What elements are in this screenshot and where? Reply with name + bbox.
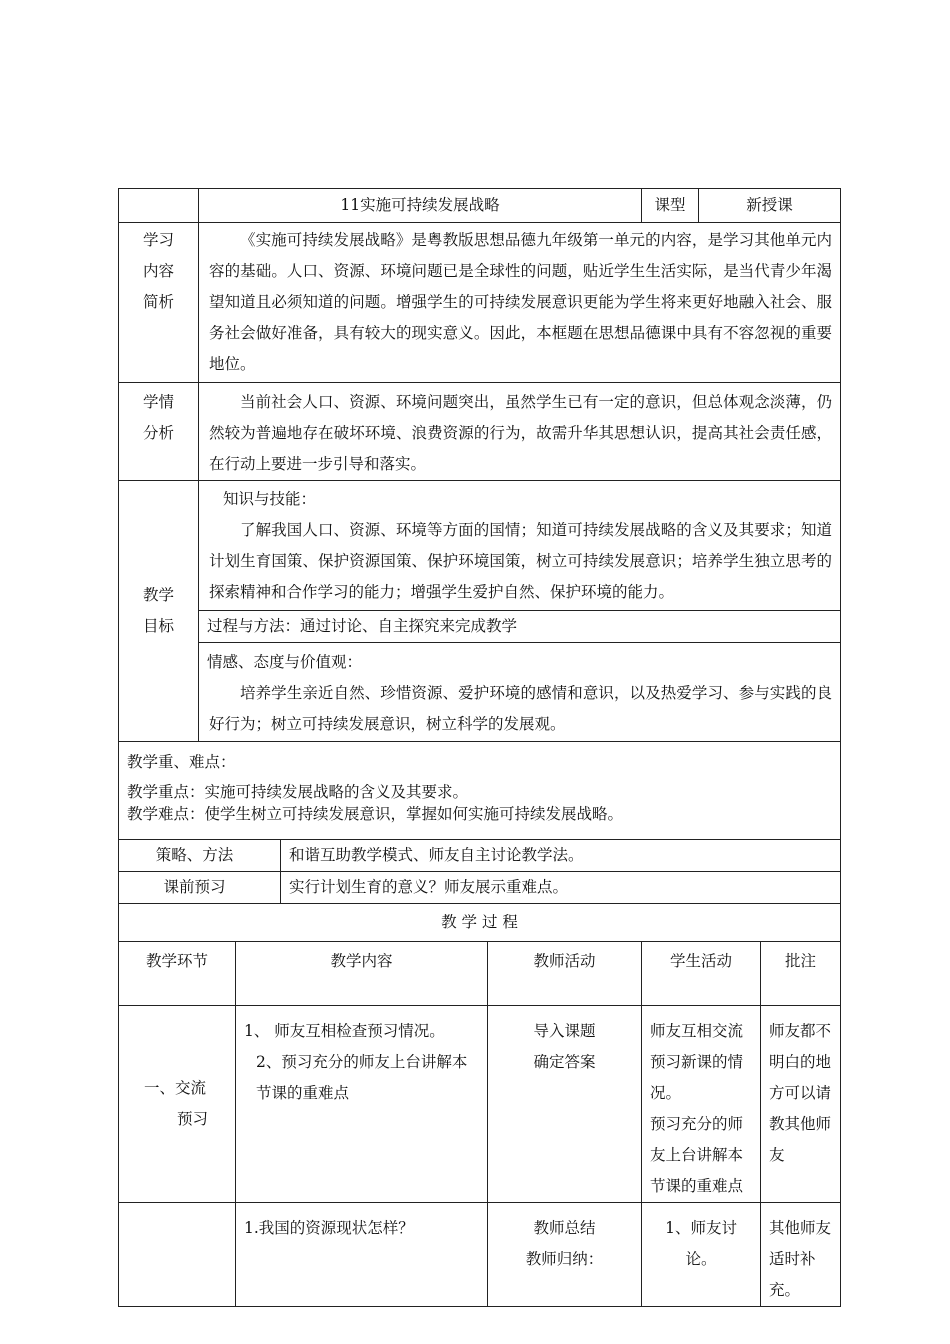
content-cell [236,1203,488,1307]
label-line: 内容 [142,262,174,280]
content-line: 1、 师友互相检查预习情况。 [244,1022,445,1040]
goals-label [119,481,199,742]
keypoints-row [119,742,841,840]
student-line: 师友互相交流预习新课的情况。 [650,1022,744,1102]
keypoints-title: 教学重、难点： [127,753,236,771]
analysis-text: 《实施可持续发展战略》是粤教版思想品德九年级第一单元的内容，是学习其他单元内容的基础。人口、资源、环境问题已是全球性的问题，贴近学生生活实际，是当代青少年渴望知道且必须知道的问题。增强学生的可持续发展意识更能为学生将来更好地融入社会、服务社会做好准备，具有较大的现实意义。因此，本框题在思想品德课中具有不容忽视的重要地位。 [209,231,833,373]
lesson-title: 11实施可持续发展战略 [199,189,642,223]
header-blank-cell [119,189,199,223]
content-line: 1.我国的资源现状怎样？ [244,1219,414,1237]
student-line: 预习充分的师友上台讲解本节课的重难点 [650,1115,744,1195]
situation-cell [199,383,841,481]
knowledge-title: 知识与技能： [223,490,317,508]
stage-cell [119,1006,236,1203]
stage-cell [119,1203,236,1307]
goals-knowledge-row [119,481,841,611]
strategy-row [119,840,841,872]
lesson-plan-table [118,188,840,1307]
goals-process-row [119,611,841,643]
preview-row [119,872,841,904]
label-line: 学情 [142,393,174,411]
analysis-label [119,223,199,383]
process-row [119,1006,841,1203]
col-student: 学生活动 [642,942,761,1006]
header-row [119,189,841,223]
goals-emotion-row [119,643,841,742]
stage-line: 一、交流 [144,1079,207,1097]
teacher-line: 确定答案 [533,1053,596,1071]
lesson-type-value: 新授课 [699,189,841,223]
col-note: 批注 [761,942,841,1006]
content-cell [236,1006,488,1203]
col-teacher: 教师活动 [488,942,642,1006]
label-line: 学习 [142,231,174,249]
student-cell [642,1203,761,1307]
keypoints-key: 教学重点：实施可持续发展战略的含义及其要求。 [127,783,469,801]
situation-label [119,383,199,481]
goals-emotion-cell [199,643,841,742]
content-line: 2、预习充分的师友上台讲解本节课的重难点 [256,1053,468,1102]
col-stage: 教学环节 [119,942,236,1006]
keypoints-cell [119,742,841,840]
analysis-cell [199,223,841,383]
situation-row [119,383,841,481]
emotion-title: 情感、态度与价值观： [207,653,363,671]
lesson-type-label: 课型 [642,189,699,223]
situation-text: 当前社会人口、资源、环境问题突出，虽然学生已有一定的意识，但总体观念淡薄，仍然较为普遍地存在破坏环境、浪费资源的行为，故需升华其思想认识，提高其社会责任感，在行动上要进一步引导和落实。 [209,393,833,473]
goals-knowledge-cell [199,481,841,611]
student-line: 1、师友讨论。 [665,1219,737,1268]
goals-process-cell [199,611,841,643]
process-header-row [119,942,841,1006]
student-cell [642,1006,761,1203]
emotion-text: 培养学生亲近自然、珍惜资源、爱护环境的感情和意识，以及热爱学习、参与实践的良好行为；树立可持续发展意识，树立科学的发展观。 [209,684,833,733]
process-title: 教 学 过 程 [119,904,841,942]
label-line: 教学 [142,586,174,604]
process-row [119,1203,841,1307]
label-line: 目标 [142,617,174,635]
note-cell: 师友都不明白的地方可以请教其他师友 [761,1006,841,1203]
process-text: 过程与方法：通过讨论、自主探究来完成教学 [207,617,518,635]
teacher-cell [488,1203,642,1307]
label-line: 分析 [142,424,174,442]
process-title-row [119,904,841,942]
strategy-label: 策略、方法 [119,840,281,872]
keypoints-difficult: 教学难点：使学生树立可持续发展意识，掌握如何实施可持续发展战略。 [127,805,624,823]
knowledge-text: 了解我国人口、资源、环境等方面的国情；知道可持续发展战略的含义及其要求；知道计划生育国策、保护资源国策、保护环境国策，树立可持续发展意识；培养学生独立思考的探索精神和合作学习的能力；增强学生爱护自然、保护环境的能力。 [209,521,833,601]
preview-value: 实行计划生育的意义？师友展示重难点。 [281,872,841,904]
analysis-row [119,223,841,383]
teacher-line: 教师总结 [533,1219,596,1237]
col-content: 教学内容 [236,942,488,1006]
note-cell: 其他师友适时补充。 [761,1203,841,1307]
teacher-cell [488,1006,642,1203]
preview-label: 课前预习 [119,872,281,904]
teacher-line: 导入课题 [533,1022,596,1040]
strategy-value: 和谐互助教学模式、师友自主讨论教学法。 [281,840,841,872]
label-line: 简析 [142,293,174,311]
stage-line: 预习 [177,1110,209,1128]
teacher-line: 教师归纳： [525,1250,604,1268]
